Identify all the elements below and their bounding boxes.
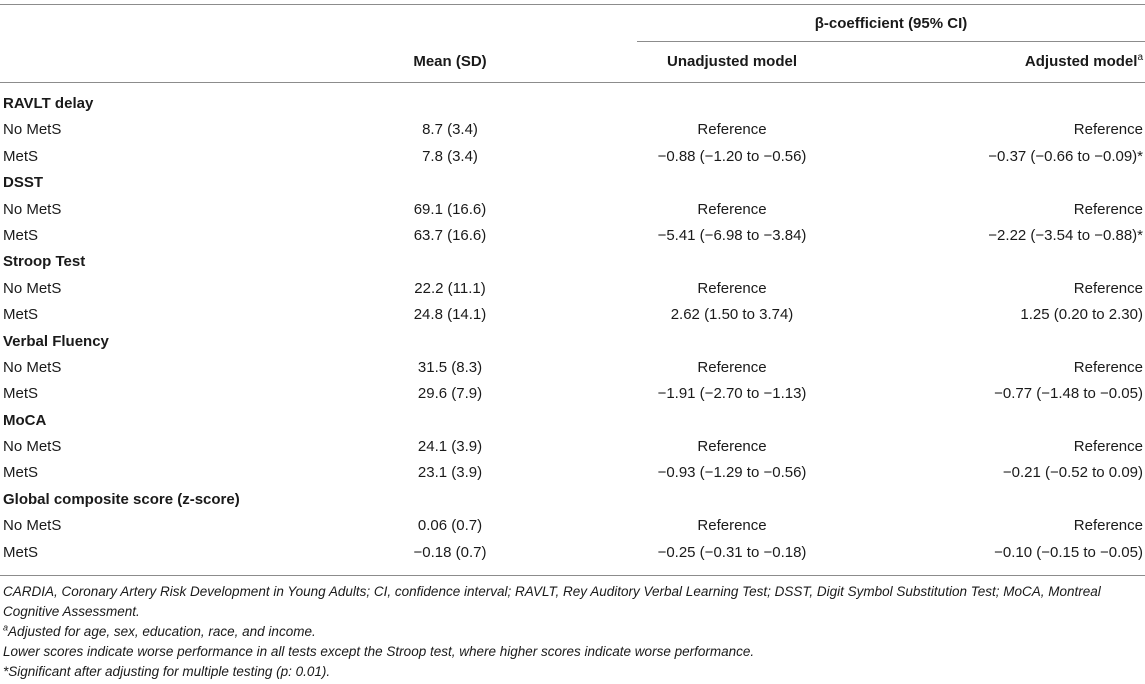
table-top-rule <box>0 4 1145 5</box>
table-section-row <box>0 487 1145 513</box>
mean-sd-cell: 24.8 (14.1) <box>413 306 487 324</box>
adjusted-model-header <box>1025 53 1143 70</box>
table-section-row <box>0 408 1145 434</box>
adjusted-cell: Reference <box>1073 517 1143 535</box>
table-row <box>0 276 1145 302</box>
header-bottom-rule <box>0 82 1145 83</box>
table-row <box>0 197 1145 223</box>
row-label: RAVLT delay <box>3 95 94 112</box>
table-body <box>0 91 1145 566</box>
unadjusted-cell: −0.93 (−1.29 to −0.56) <box>657 464 807 482</box>
adjusted-cell: −0.21 (−0.52 to 0.09) <box>1002 464 1143 482</box>
footnote-adjusted-mark: a <box>3 622 9 633</box>
table-row <box>0 355 1145 381</box>
adjusted-cell: Reference <box>1073 200 1143 218</box>
row-label: MetS <box>3 306 39 324</box>
unadjusted-cell: −0.25 (−0.31 to −0.18) <box>657 543 807 561</box>
unadjusted-cell: Reference <box>697 438 767 456</box>
table-row <box>0 381 1145 407</box>
unadjusted-cell: Reference <box>697 121 767 139</box>
adjusted-cell: −0.10 (−0.15 to −0.05) <box>994 543 1143 561</box>
unadjusted-cell: −5.41 (−6.98 to −3.84) <box>657 226 807 244</box>
footnote-adjusted-text: Adjusted for age, sex, education, race, and income. <box>8 624 316 639</box>
mean-sd-cell: 8.7 (3.4) <box>422 121 478 139</box>
unadjusted-cell: Reference <box>697 517 767 535</box>
table-section-row <box>0 170 1145 196</box>
row-label: MetS <box>3 226 39 244</box>
unadjusted-cell: 2.62 (1.50 to 3.74) <box>670 306 794 324</box>
mean-sd-cell: 63.7 (16.6) <box>413 226 487 244</box>
row-label: DSST <box>3 174 44 192</box>
beta-coefficient-group-header: β-coefficient (95% CI) <box>814 15 968 32</box>
footnote-significance: *Significant after adjusting for multiple testing (p: 0.01). <box>3 664 331 679</box>
adjusted-cell: −2.22 (−3.54 to −0.88)* <box>988 226 1143 244</box>
row-label: MetS <box>3 543 39 561</box>
table-row <box>0 434 1145 460</box>
row-label: No MetS <box>3 517 62 535</box>
table-row <box>0 223 1145 249</box>
row-label: MetS <box>3 464 39 482</box>
row-label: No MetS <box>3 358 62 376</box>
row-label: MetS <box>3 385 39 403</box>
mean-sd-cell: 69.1 (16.6) <box>413 200 487 218</box>
table-bottom-rule <box>0 575 1145 576</box>
mean-sd-cell: 0.06 (0.7) <box>417 517 483 535</box>
group-header-underline <box>637 41 1145 42</box>
footnote-abbreviations: CARDIA, Coronary Artery Risk Development in Young Adults; CI, confidence interval; RAVLT, Rey Auditory Verbal Learning Test; DSST, Digit Symbol Substitution Test; MoCA, Montreal Cognitive Assessment. <box>3 584 1101 619</box>
row-label: No MetS <box>3 121 62 139</box>
adjusted-cell: −0.37 (−0.66 to −0.09)* <box>988 147 1143 165</box>
row-label: No MetS <box>3 200 62 218</box>
row-label: Global composite score (z-score) <box>3 490 240 508</box>
footnote-lower-scores: Lower scores indicate worse performance in all tests except the Stroop test, where higher scores indicate worse performance. <box>3 644 755 659</box>
adjusted-cell: Reference <box>1073 121 1143 139</box>
table-section-row <box>0 329 1145 355</box>
row-label: No MetS <box>3 438 62 456</box>
mean-sd-cell: 23.1 (3.9) <box>417 464 483 482</box>
mean-sd-header: Mean (SD) <box>413 53 487 70</box>
table-section-row <box>0 91 1145 117</box>
mean-sd-cell: −0.18 (0.7) <box>413 543 487 561</box>
mean-sd-cell: 31.5 (8.3) <box>417 358 483 376</box>
unadjusted-cell: −1.91 (−2.70 to −1.13) <box>657 385 807 403</box>
row-label: MetS <box>3 147 39 165</box>
adjusted-cell: Reference <box>1073 358 1143 376</box>
table-row <box>0 144 1145 170</box>
unadjusted-cell: Reference <box>697 279 767 297</box>
adjusted-cell: Reference <box>1073 279 1143 297</box>
adjusted-cell: 1.25 (0.20 to 2.30) <box>1020 306 1143 324</box>
table-row <box>0 513 1145 539</box>
table-row <box>0 117 1145 143</box>
footnote-adjusted <box>3 622 1143 642</box>
table-footnotes <box>3 582 1143 682</box>
unadjusted-cell: −0.88 (−1.20 to −0.56) <box>657 147 807 165</box>
adjusted-model-header-text: Adjusted model <box>1024 53 1138 70</box>
row-label: Stroop Test <box>3 253 86 271</box>
mean-sd-cell: 24.1 (3.9) <box>417 438 483 456</box>
row-label: Verbal Fluency <box>3 332 109 350</box>
mean-sd-cell: 7.8 (3.4) <box>422 147 478 165</box>
adjusted-cell: −0.77 (−1.48 to −0.05) <box>994 385 1143 403</box>
row-label: MoCA <box>3 411 47 429</box>
table-row <box>0 540 1145 566</box>
unadjusted-cell: Reference <box>697 200 767 218</box>
mean-sd-cell: 22.2 (11.1) <box>414 279 486 297</box>
mean-sd-cell: 29.6 (7.9) <box>417 385 483 403</box>
adjusted-cell: Reference <box>1073 438 1143 456</box>
table-row <box>0 460 1145 486</box>
unadjusted-cell: Reference <box>697 358 767 376</box>
row-label: No MetS <box>3 279 62 297</box>
unadjusted-model-header: Unadjusted model <box>666 53 797 70</box>
adjusted-model-footnote-mark: a <box>1137 52 1143 63</box>
table-section-row <box>0 249 1145 275</box>
table-row <box>0 302 1145 328</box>
